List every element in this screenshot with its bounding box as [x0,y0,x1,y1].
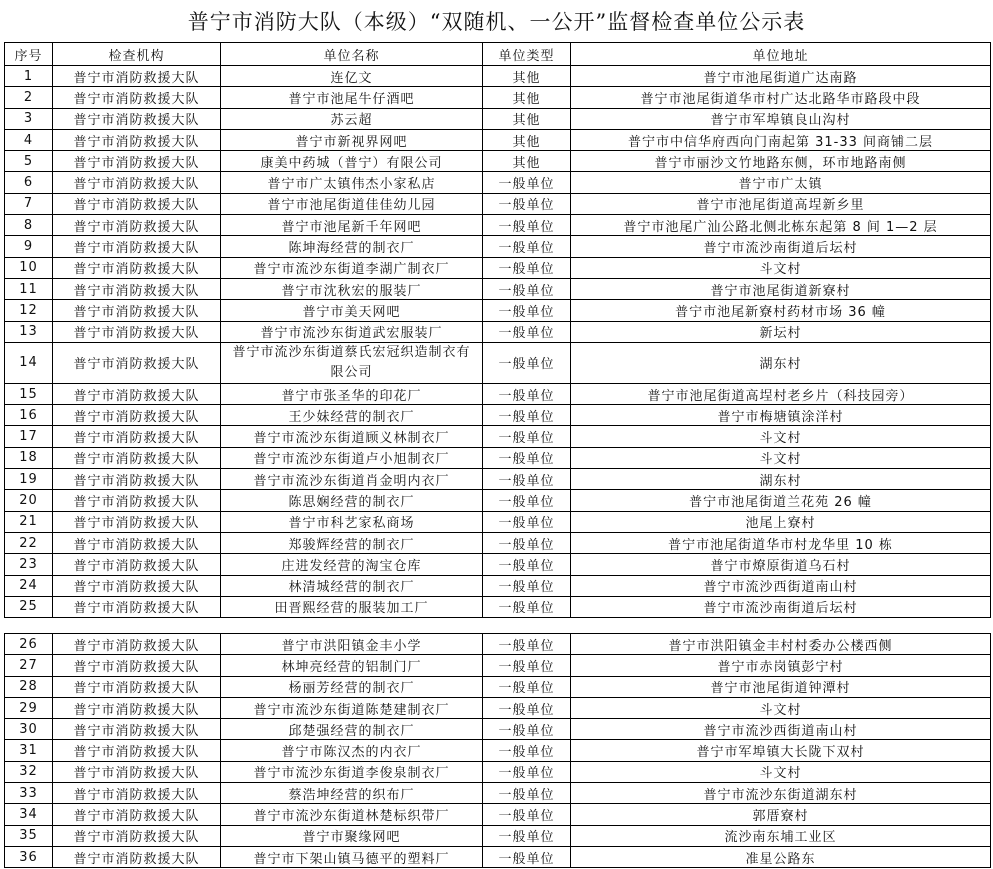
cell-inspection-agency: 普宁市消防救援大队 [53,342,221,383]
cell-unit-type: 一般单位 [483,596,571,617]
cell-unit-type: 一般单位 [483,469,571,490]
cell-unit-type: 一般单位 [483,511,571,532]
cell-unit-name: 庄进发经营的淘宝仓库 [221,554,483,575]
table-row [5,87,991,108]
cell-inspection-agency: 普宁市消防救援大队 [53,193,221,214]
table-row [5,490,991,511]
cell-index: 5 [5,151,53,172]
cell-unit-address: 普宁市广太镇 [571,172,991,193]
cell-unit-address: 普宁市池尾街道高埕新乡里 [571,193,991,214]
table-row [5,511,991,532]
cell-unit-name: 普宁市池尾新千年网吧 [221,215,483,236]
cell-unit-address: 普宁市池尾新寮村药材市场 36 幢 [571,300,991,321]
cell-index: 29 [5,697,53,718]
cell-inspection-agency: 普宁市消防救援大队 [53,783,221,804]
cell-inspection-agency: 普宁市消防救援大队 [53,300,221,321]
cell-index: 15 [5,383,53,404]
table-row [5,554,991,575]
cell-unit-type: 一般单位 [483,655,571,676]
cell-unit-type: 一般单位 [483,676,571,697]
cell-inspection-agency: 普宁市消防救援大队 [53,825,221,846]
cell-inspection-agency: 普宁市消防救援大队 [53,596,221,617]
cell-index: 30 [5,719,53,740]
cell-index: 6 [5,172,53,193]
cell-index: 35 [5,825,53,846]
cell-unit-address: 池尾上寮村 [571,511,991,532]
cell-unit-type: 一般单位 [483,193,571,214]
cell-index: 36 [5,846,53,867]
cell-unit-type: 一般单位 [483,846,571,867]
cell-index: 17 [5,426,53,447]
table-body-part-1 [5,66,991,618]
cell-unit-address: 普宁市军埠镇良山沟村 [571,108,991,129]
cell-inspection-agency: 普宁市消防救援大队 [53,554,221,575]
header-inspection-agency: 检查机构 [53,43,221,66]
table-row [5,108,991,129]
cell-unit-address: 普宁市梅塘镇涂洋村 [571,405,991,426]
cell-inspection-agency: 普宁市消防救援大队 [53,634,221,655]
table-row [5,405,991,426]
cell-unit-address: 普宁市池尾街道高埕村老乡片（科技园旁） [571,383,991,404]
cell-unit-type: 其他 [483,151,571,172]
cell-inspection-agency: 普宁市消防救援大队 [53,215,221,236]
cell-inspection-agency: 普宁市消防救援大队 [53,676,221,697]
table-row [5,719,991,740]
cell-inspection-agency: 普宁市消防救援大队 [53,719,221,740]
table-header-row [5,43,991,66]
cell-unit-address: 普宁市池尾街道广达南路 [571,66,991,87]
cell-index: 12 [5,300,53,321]
cell-index: 4 [5,129,53,150]
cell-unit-address: 普宁市池尾街道钟潭村 [571,676,991,697]
cell-unit-address: 普宁市流沙南街道后坛村 [571,596,991,617]
cell-index: 16 [5,405,53,426]
cell-unit-address: 普宁市中信华府西向门南起第 31-33 间商铺二层 [571,129,991,150]
cell-unit-name: 普宁市下架山镇马德平的塑料厂 [221,846,483,867]
cell-unit-name: 连亿文 [221,66,483,87]
cell-unit-name: 田晋熙经营的服装加工厂 [221,596,483,617]
cell-unit-name: 普宁市聚缘网吧 [221,825,483,846]
cell-unit-type: 一般单位 [483,804,571,825]
cell-unit-address: 普宁市流沙南街道后坛村 [571,236,991,257]
cell-index: 20 [5,490,53,511]
cell-index: 27 [5,655,53,676]
table-row [5,783,991,804]
cell-unit-name: 康美中药城（普宁）有限公司 [221,151,483,172]
cell-unit-name: 普宁市流沙东街道肖金明内衣厂 [221,469,483,490]
table-row [5,426,991,447]
cell-inspection-agency: 普宁市消防救援大队 [53,129,221,150]
cell-index: 2 [5,87,53,108]
table-row [5,825,991,846]
header-index: 序号 [5,43,53,66]
cell-unit-name: 陈思娴经营的制衣厂 [221,490,483,511]
cell-unit-type: 一般单位 [483,634,571,655]
cell-unit-name: 普宁市池尾街道佳佳幼儿园 [221,193,483,214]
cell-index: 34 [5,804,53,825]
cell-unit-type: 一般单位 [483,426,571,447]
cell-inspection-agency: 普宁市消防救援大队 [53,447,221,468]
cell-inspection-agency: 普宁市消防救援大队 [53,469,221,490]
cell-unit-type: 一般单位 [483,215,571,236]
cell-unit-name: 苏云超 [221,108,483,129]
cell-index: 21 [5,511,53,532]
cell-inspection-agency: 普宁市消防救援大队 [53,846,221,867]
table-row [5,846,991,867]
table-row [5,596,991,617]
cell-index: 28 [5,676,53,697]
header-unit-address: 单位地址 [571,43,991,66]
cell-unit-address: 普宁市赤岗镇彭宁村 [571,655,991,676]
cell-unit-type: 一般单位 [483,825,571,846]
cell-unit-name: 普宁市流沙东街道陈楚建制衣厂 [221,697,483,718]
cell-unit-type: 一般单位 [483,719,571,740]
cell-inspection-agency: 普宁市消防救援大队 [53,575,221,596]
cell-unit-address: 普宁市池尾广汕公路北侧北栋东起第 8 间 1—2 层 [571,215,991,236]
cell-unit-type: 一般单位 [483,257,571,278]
cell-unit-name: 普宁市流沙东街道林楚标织带厂 [221,804,483,825]
table-body-part-2 [5,634,991,868]
cell-unit-type: 一般单位 [483,342,571,383]
cell-unit-type: 一般单位 [483,405,571,426]
cell-inspection-agency: 普宁市消防救援大队 [53,278,221,299]
cell-index: 23 [5,554,53,575]
table-row [5,236,991,257]
cell-index: 32 [5,761,53,782]
cell-inspection-agency: 普宁市消防救援大队 [53,108,221,129]
table-row [5,447,991,468]
cell-unit-name: 普宁市流沙东街道李俊泉制衣厂 [221,761,483,782]
cell-inspection-agency: 普宁市消防救援大队 [53,532,221,553]
cell-inspection-agency: 普宁市消防救援大队 [53,426,221,447]
table-row [5,278,991,299]
cell-unit-type: 一般单位 [483,278,571,299]
cell-unit-address: 普宁市流沙西街道南山村 [571,575,991,596]
cell-index: 26 [5,634,53,655]
cell-unit-type: 一般单位 [483,490,571,511]
cell-index: 11 [5,278,53,299]
cell-index: 18 [5,447,53,468]
cell-unit-address: 新坛村 [571,321,991,342]
cell-inspection-agency: 普宁市消防救援大队 [53,804,221,825]
cell-unit-name: 郑骏辉经营的制衣厂 [221,532,483,553]
table-row [5,342,991,383]
cell-index: 3 [5,108,53,129]
table-row [5,66,991,87]
cell-unit-address: 普宁市燎原街道乌石村 [571,554,991,575]
cell-unit-type: 一般单位 [483,575,571,596]
cell-unit-name: 普宁市新视界网吧 [221,129,483,150]
cell-unit-type: 其他 [483,108,571,129]
cell-unit-name: 普宁市张圣华的印花厂 [221,383,483,404]
cell-index: 19 [5,469,53,490]
cell-unit-name: 普宁市陈汉杰的内衣厂 [221,740,483,761]
cell-inspection-agency: 普宁市消防救援大队 [53,761,221,782]
table-row [5,129,991,150]
cell-index: 8 [5,215,53,236]
cell-unit-type: 一般单位 [483,300,571,321]
cell-unit-type: 一般单位 [483,383,571,404]
cell-unit-address: 斗文村 [571,447,991,468]
cell-index: 1 [5,66,53,87]
cell-inspection-agency: 普宁市消防救援大队 [53,697,221,718]
cell-inspection-agency: 普宁市消防救援大队 [53,87,221,108]
table-row [5,300,991,321]
table-row [5,172,991,193]
cell-unit-type: 一般单位 [483,172,571,193]
cell-index: 14 [5,342,53,383]
table-row [5,740,991,761]
cell-unit-address: 湖东村 [571,342,991,383]
cell-inspection-agency: 普宁市消防救援大队 [53,740,221,761]
table-row [5,804,991,825]
table-row [5,697,991,718]
cell-unit-address: 湖东村 [571,469,991,490]
cell-unit-name: 蔡浩坤经营的织布厂 [221,783,483,804]
cell-unit-name: 林坤亮经营的铝制门厂 [221,655,483,676]
inspection-table-part-2 [4,633,991,868]
cell-index: 24 [5,575,53,596]
cell-unit-type: 一般单位 [483,783,571,804]
cell-inspection-agency: 普宁市消防救援大队 [53,66,221,87]
cell-unit-type: 一般单位 [483,447,571,468]
cell-unit-address: 郭厝寮村 [571,804,991,825]
table-row [5,469,991,490]
cell-unit-address: 普宁市洪阳镇金丰村村委办公楼西侧 [571,634,991,655]
cell-unit-address: 斗文村 [571,761,991,782]
cell-index: 13 [5,321,53,342]
cell-inspection-agency: 普宁市消防救援大队 [53,321,221,342]
page-title: 普宁市消防大队（本级）“双随机、一公开”监督检查单位公示表 [187,10,806,34]
cell-unit-address: 普宁市流沙东街道湖东村 [571,783,991,804]
table-row [5,634,991,655]
cell-inspection-agency: 普宁市消防救援大队 [53,236,221,257]
table-row [5,532,991,553]
cell-unit-name: 普宁市沈秋宏的服装厂 [221,278,483,299]
cell-unit-name: 普宁市流沙东街道蔡氏宏冠织造制衣有限公司 [221,342,483,383]
cell-inspection-agency: 普宁市消防救援大队 [53,511,221,532]
table-row [5,321,991,342]
cell-unit-type: 一般单位 [483,236,571,257]
inspection-table-part-1 [4,42,991,618]
cell-unit-name: 普宁市广太镇伟杰小家私店 [221,172,483,193]
table-row [5,575,991,596]
cell-unit-type: 其他 [483,66,571,87]
cell-inspection-agency: 普宁市消防救援大队 [53,172,221,193]
cell-unit-type: 一般单位 [483,321,571,342]
cell-inspection-agency: 普宁市消防救援大队 [53,405,221,426]
cell-unit-address: 普宁市池尾街道新寮村 [571,278,991,299]
cell-unit-type: 一般单位 [483,761,571,782]
cell-unit-address: 准星公路东 [571,846,991,867]
cell-unit-type: 一般单位 [483,697,571,718]
header-unit-name: 单位名称 [221,43,483,66]
table-row [5,655,991,676]
cell-unit-name: 普宁市科艺家私商场 [221,511,483,532]
cell-unit-name: 林清城经营的制衣厂 [221,575,483,596]
cell-index: 31 [5,740,53,761]
cell-unit-type: 一般单位 [483,532,571,553]
cell-unit-name: 普宁市流沙东街道顾义林制衣厂 [221,426,483,447]
cell-unit-address: 普宁市池尾街道华市村龙华里 10 栋 [571,532,991,553]
cell-index: 22 [5,532,53,553]
cell-inspection-agency: 普宁市消防救援大队 [53,490,221,511]
cell-unit-name: 普宁市美天网吧 [221,300,483,321]
cell-unit-name: 普宁市流沙东街道武宏服装厂 [221,321,483,342]
table-row [5,193,991,214]
cell-unit-name: 普宁市池尾牛仔酒吧 [221,87,483,108]
header-unit-type: 单位类型 [483,43,571,66]
cell-unit-type: 其他 [483,129,571,150]
cell-unit-name: 杨丽芳经营的制衣厂 [221,676,483,697]
table-row [5,383,991,404]
table-row [5,151,991,172]
cell-unit-type: 一般单位 [483,554,571,575]
table-row [5,257,991,278]
cell-unit-address: 斗文村 [571,697,991,718]
cell-unit-name: 普宁市流沙东街道李湖广制衣厂 [221,257,483,278]
cell-unit-type: 其他 [483,87,571,108]
cell-unit-address: 普宁市丽沙文竹地路东侧，环市地路南侧 [571,151,991,172]
cell-unit-address: 普宁市池尾街道兰花苑 26 幢 [571,490,991,511]
cell-unit-address: 普宁市军埠镇大长陇下双村 [571,740,991,761]
cell-inspection-agency: 普宁市消防救援大队 [53,655,221,676]
cell-unit-name: 邱楚强经营的制衣厂 [221,719,483,740]
cell-unit-name: 王少妹经营的制衣厂 [221,405,483,426]
table-row [5,676,991,697]
table-row [5,215,991,236]
cell-inspection-agency: 普宁市消防救援大队 [53,151,221,172]
cell-unit-name: 普宁市流沙东街道卢小旭制衣厂 [221,447,483,468]
cell-inspection-agency: 普宁市消防救援大队 [53,257,221,278]
cell-index: 25 [5,596,53,617]
cell-unit-name: 陈坤海经营的制衣厂 [221,236,483,257]
cell-index: 10 [5,257,53,278]
cell-index: 7 [5,193,53,214]
cell-inspection-agency: 普宁市消防救援大队 [53,383,221,404]
cell-unit-name: 普宁市洪阳镇金丰小学 [221,634,483,655]
cell-unit-address: 斗文村 [571,426,991,447]
cell-unit-address: 普宁市池尾街道华市村广达北路华市路段中段 [571,87,991,108]
table-row [5,761,991,782]
cell-index: 33 [5,783,53,804]
cell-unit-address: 流沙南东埔工业区 [571,825,991,846]
cell-unit-address: 斗文村 [571,257,991,278]
cell-index: 9 [5,236,53,257]
cell-unit-type: 一般单位 [483,740,571,761]
cell-unit-address: 普宁市流沙西街道南山村 [571,719,991,740]
